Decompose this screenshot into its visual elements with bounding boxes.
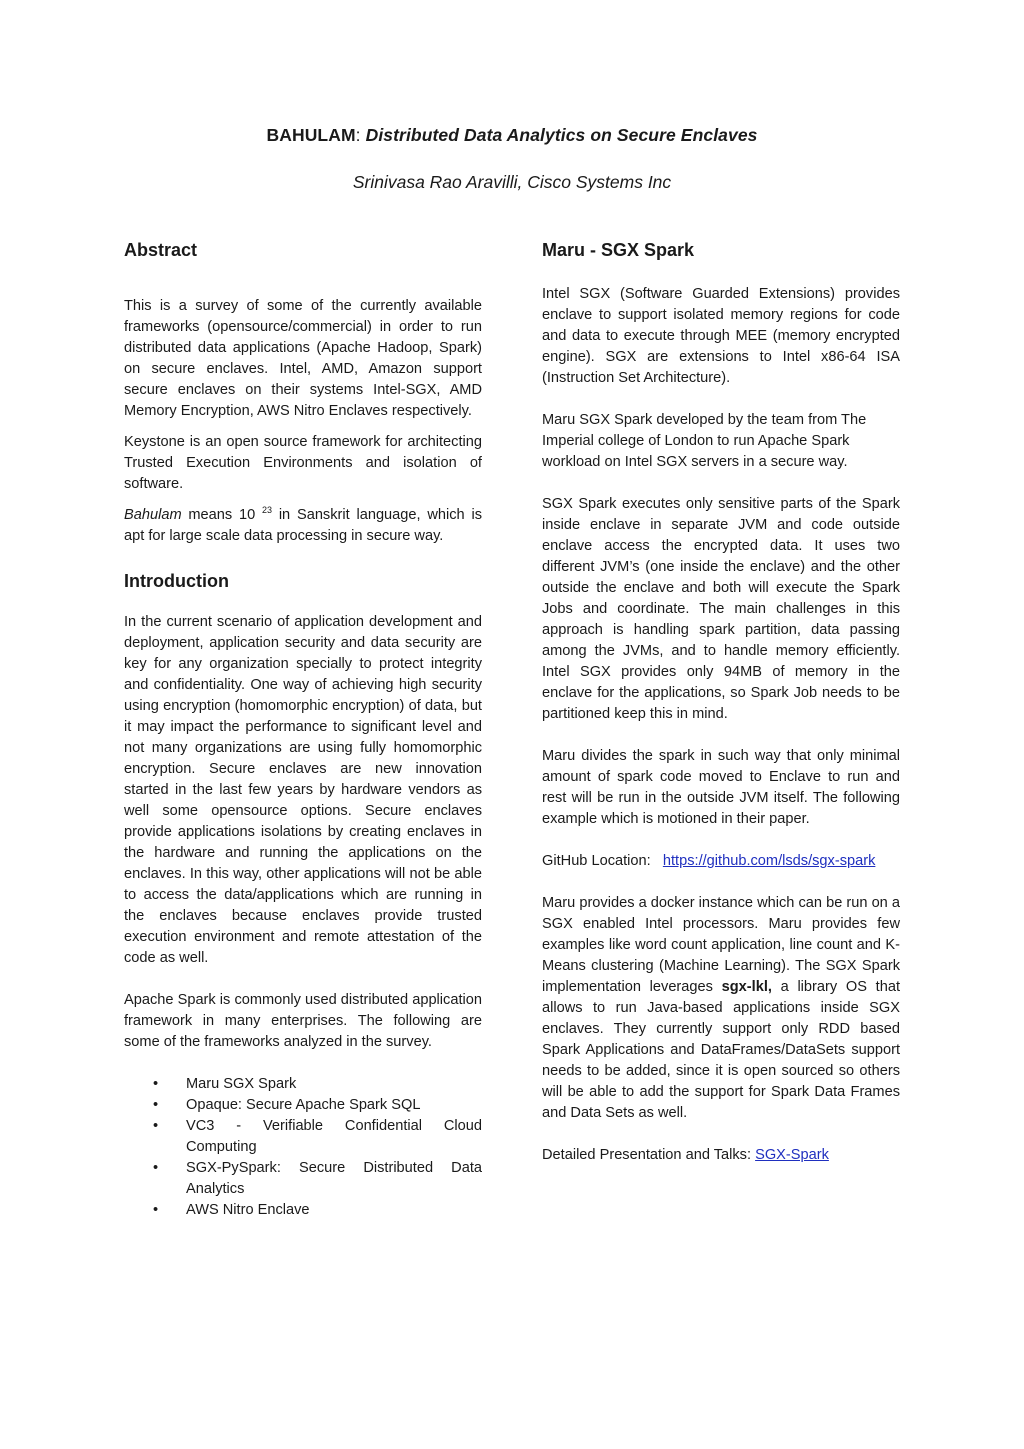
- author-line: Srinivasa Rao Aravilli, Cisco Systems Inc: [352, 172, 672, 192]
- list-item: [124, 1074, 482, 1095]
- list-item: [124, 1116, 482, 1158]
- maru-paragraph-2: Maru SGX Spark developed by the team from The Imperial college of London to run Apache Spark workload on Intel SGX servers in a secure way.: [542, 412, 867, 470]
- abstract-paragraph-3: [124, 505, 482, 547]
- abstract-paragraph-2: Keystone is an open source framework for architecting Trusted Execution Environments and isolation of software.: [124, 434, 482, 492]
- maru-p5-text: Maru provides a docker instance which can be run on a SGX enabled Intel processors. Maru provides few examples like word count application, line count and K-Means clustering (Machine Learning). The SGX Spark implementation leverages: [542, 895, 900, 995]
- bullet-icon: •: [153, 1097, 159, 1113]
- exponent: 23: [262, 505, 273, 516]
- bullet-icon: •: [153, 1202, 159, 1218]
- abstract-paragraph-1: This is a survey of some of the currently available frameworks (opensource/commercial) in order to run distributed data applications (Apache Hadoop, Spark) on secure enclaves. Intel, AMD, Amazon support secure enclaves on their systems Intel-SGX, AMD Memory Encryption, AWS Nitro Enclaves respectively.: [124, 298, 482, 419]
- list-item: [124, 1200, 482, 1221]
- paper-title: [0, 125, 1024, 146]
- maru-heading: Maru - SGX Spark: [542, 240, 695, 260]
- github-link[interactable]: https://github.com/lsds/sgx-spark: [662, 853, 876, 869]
- maru-paragraph-1: Intel SGX (Software Guarded Extensions) provides enclave to support isolated memory regions for code and data to execute through MEE (memory encrypted engine). SGX are extensions to Intel x86-64 ISA (Instruction Set Architecture).: [542, 286, 900, 386]
- list-item-text: SGX-PySpark: Secure Distributed Data Analytics: [186, 1160, 482, 1197]
- abstract-p3-text: means 10: [181, 507, 263, 523]
- sgx-spark-talks-link[interactable]: SGX-Spark: [755, 1147, 829, 1163]
- bullet-icon: •: [153, 1160, 159, 1176]
- github-label: GitHub Location:: [542, 853, 663, 869]
- bahulam-term: Bahulam: [124, 507, 182, 523]
- introduction-paragraph-1: In the current scenario of application development and deployment, application security and data security are key for any organization specially to protect integrity and confidentiality. One way of achieving high security using encryption (homomorphic encryption) of data, but it may impact the performance to significant level and not many organizations are using fully homomorphic encryption. Secure enclaves are new innovation started in the last few years by hardware vendors as well some opensource options. Secure enclaves provide applications isolations by creating enclaves in the hardware and running the applications on the enclaves. In this way, other applications will not be able to access the data/applications which are running in the enclaves because enclaves provide trusted execution environment and remote attestation of the code as well.: [124, 614, 482, 966]
- list-item-text: VC3 - Verifiable Confidential Cloud Computing: [186, 1118, 482, 1155]
- introduction-paragraph-2: Apache Spark is commonly used distributed application framework in many enterprises. The following are some of the frameworks analyzed in the survey.: [124, 992, 482, 1050]
- title-subtitle: Distributed Data Analytics on Secure Enclaves: [365, 125, 758, 145]
- list-item: [124, 1158, 482, 1200]
- maru-paragraph-3: SGX Spark executes only sensitive parts of the Spark inside enclave in separate JVM and code outside enclave access the encrypted data. It uses two different JVM’s (one inside the enclave) and the other outside the enclave and both will execute the Spark Jobs and coordinate. The main challenges in this approach is handling spark partition, data passing among the JVMs, and to handle memory efficiently. Intel SGX provides only 94MB of memory in the enclave for the applications, so Spark Job needs to be partitioned keep this in mind.: [542, 496, 900, 722]
- abstract-p3-text-end: in Sanskrit language, which is apt for large scale data processing in secure way.: [124, 507, 483, 544]
- title-separator: :: [355, 125, 366, 145]
- right-column: [542, 238, 900, 1166]
- bullet-icon: •: [153, 1076, 159, 1092]
- maru-paragraph-4: Maru divides the spark in such way that only minimal amount of spark code moved to Enclave to run and rest will be run in the outside JVM itself. The following example which is motioned in their paper.: [542, 748, 900, 827]
- talks-line: [542, 1145, 900, 1166]
- title-acronym: BAHULAM: [266, 125, 356, 145]
- list-item: [124, 1095, 482, 1116]
- bullet-icon: •: [153, 1118, 159, 1134]
- talks-label: Detailed Presentation and Talks:: [542, 1147, 756, 1163]
- list-item-text: AWS Nitro Enclave: [186, 1202, 310, 1218]
- abstract-heading: Abstract: [124, 240, 198, 260]
- maru-p5-text-end: a library OS that allows to run Java-based applications inside SGX enclaves. They currently support only RDD based Spark Applications and DataFrames/DataSets support needs to be added, since it is open sourced so others will be able to add the support for Spark Data Frames and Data Sets as well.: [542, 979, 900, 1121]
- frameworks-list: [124, 1074, 482, 1221]
- maru-paragraph-5: [542, 893, 900, 1124]
- github-location: [542, 851, 900, 872]
- sgx-lkl-term: sgx-lkl,: [721, 979, 772, 995]
- introduction-heading: Introduction: [124, 571, 229, 591]
- left-column: [124, 238, 482, 1221]
- list-item-text: Opaque: Secure Apache Spark SQL: [186, 1097, 421, 1113]
- list-item-text: Maru SGX Spark: [186, 1076, 297, 1092]
